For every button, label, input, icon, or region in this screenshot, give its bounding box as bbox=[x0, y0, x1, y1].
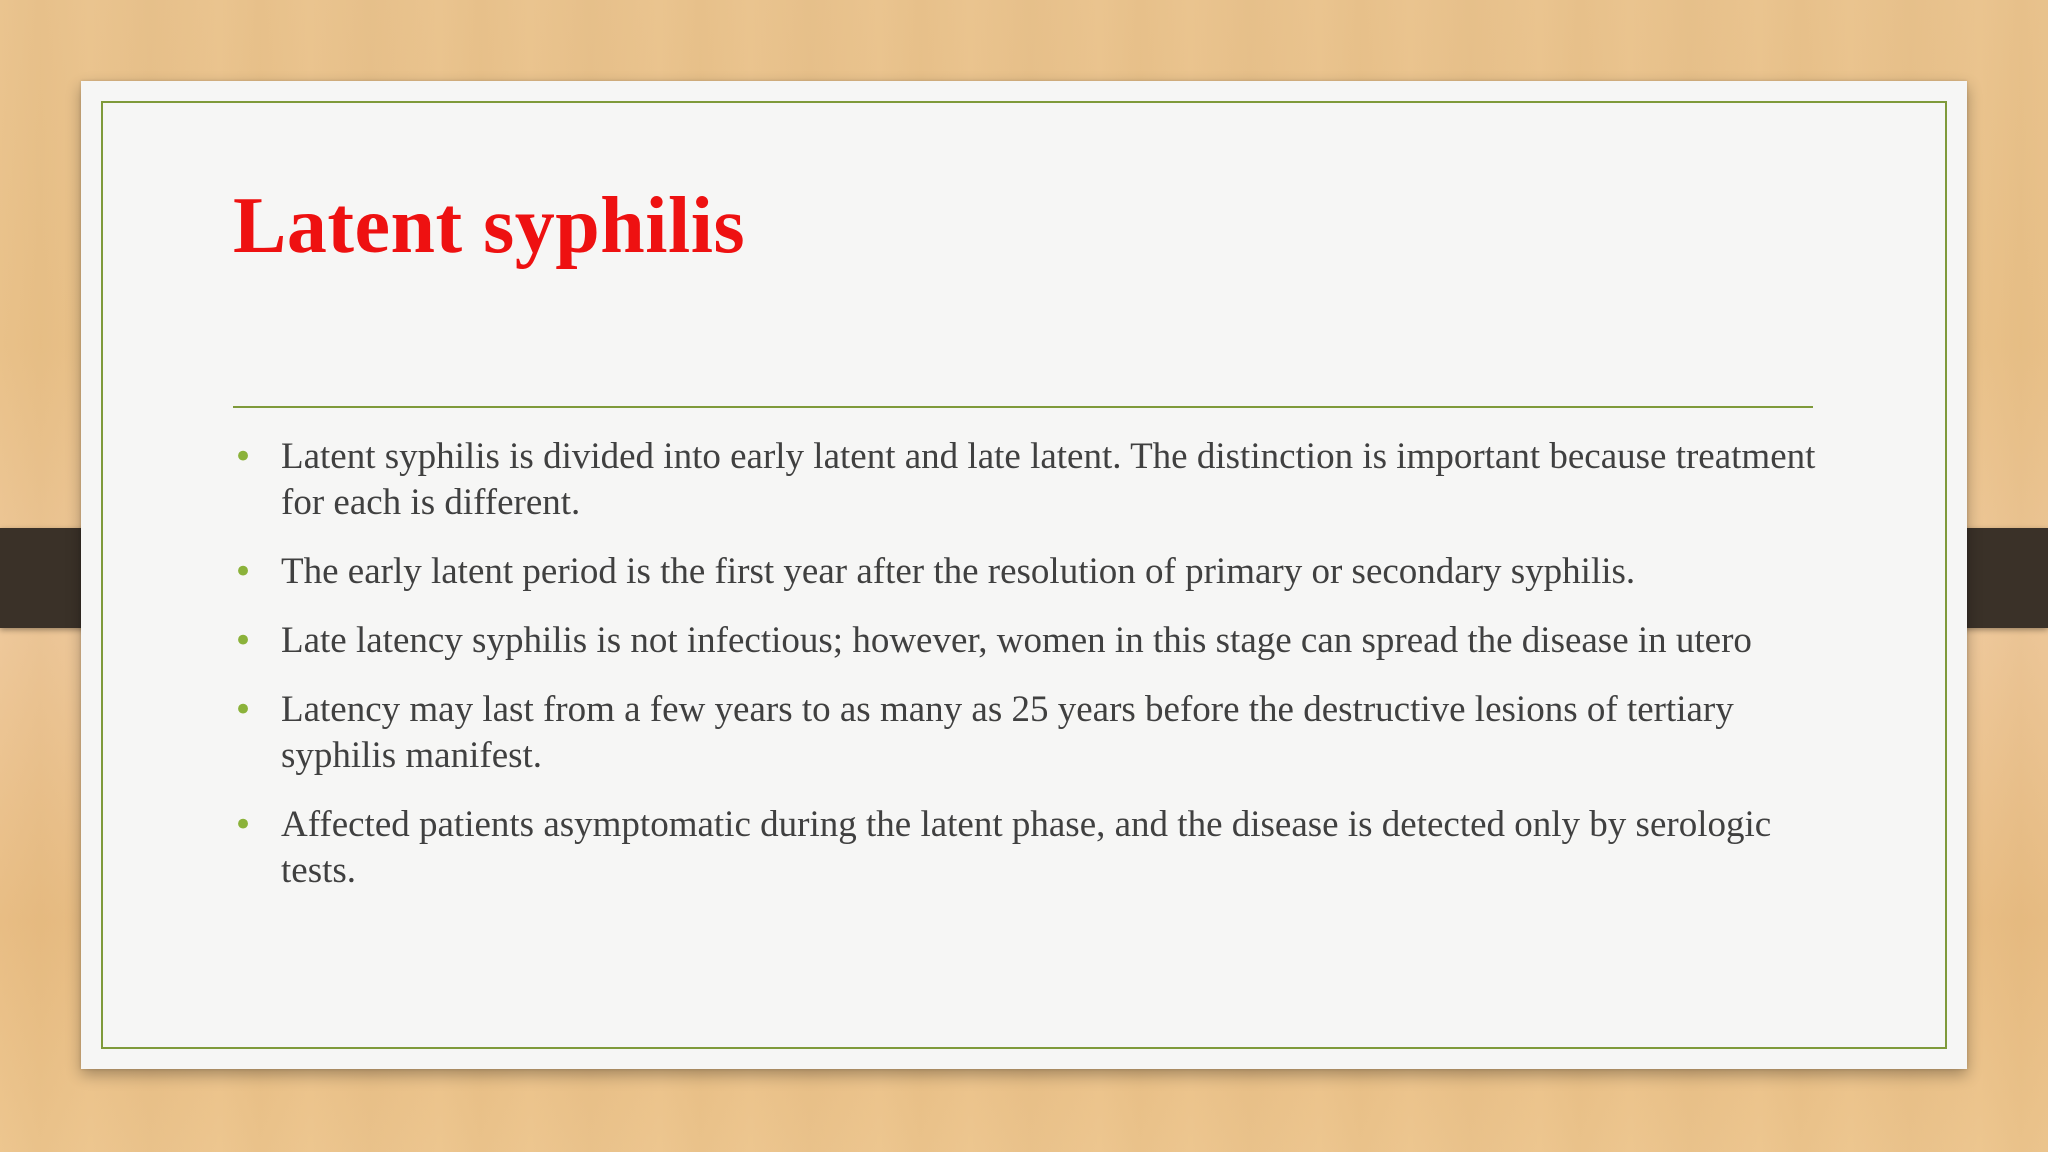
bullet-dot-icon: • bbox=[233, 552, 254, 592]
bullet-text: Late latency syphilis is not infectious; however, women in this stage can spread the disease in utero bbox=[281, 620, 1752, 661]
slide bbox=[81, 81, 1967, 1069]
bullet-item bbox=[233, 434, 1823, 526]
bullet-item bbox=[233, 549, 1823, 595]
bullet-dot-icon: • bbox=[233, 437, 254, 477]
title-divider bbox=[233, 406, 1813, 408]
bullet-item bbox=[233, 618, 1823, 664]
bullet-dot-icon: • bbox=[233, 805, 254, 845]
bullet-list bbox=[233, 434, 1823, 917]
bullet-text: The early latent period is the first year after the resolution of primary or secondary syphilis. bbox=[281, 551, 1636, 592]
bullet-text: Latency may last from a few years to as many as 25 years before the destructive lesions of tertiary syphilis manifest. bbox=[281, 689, 1734, 776]
bullet-text: Latent syphilis is divided into early latent and late latent. The distinction is important because treatment for each is different. bbox=[281, 436, 1816, 523]
slide-title: Latent syphilis bbox=[233, 182, 746, 270]
bullet-dot-icon: • bbox=[233, 690, 254, 730]
bullet-dot-icon: • bbox=[233, 621, 254, 661]
bullet-item bbox=[233, 687, 1823, 779]
bullet-text: Affected patients asymptomatic during the latent phase, and the disease is detected only by serologic tests. bbox=[281, 804, 1772, 891]
bullet-item bbox=[233, 802, 1823, 894]
